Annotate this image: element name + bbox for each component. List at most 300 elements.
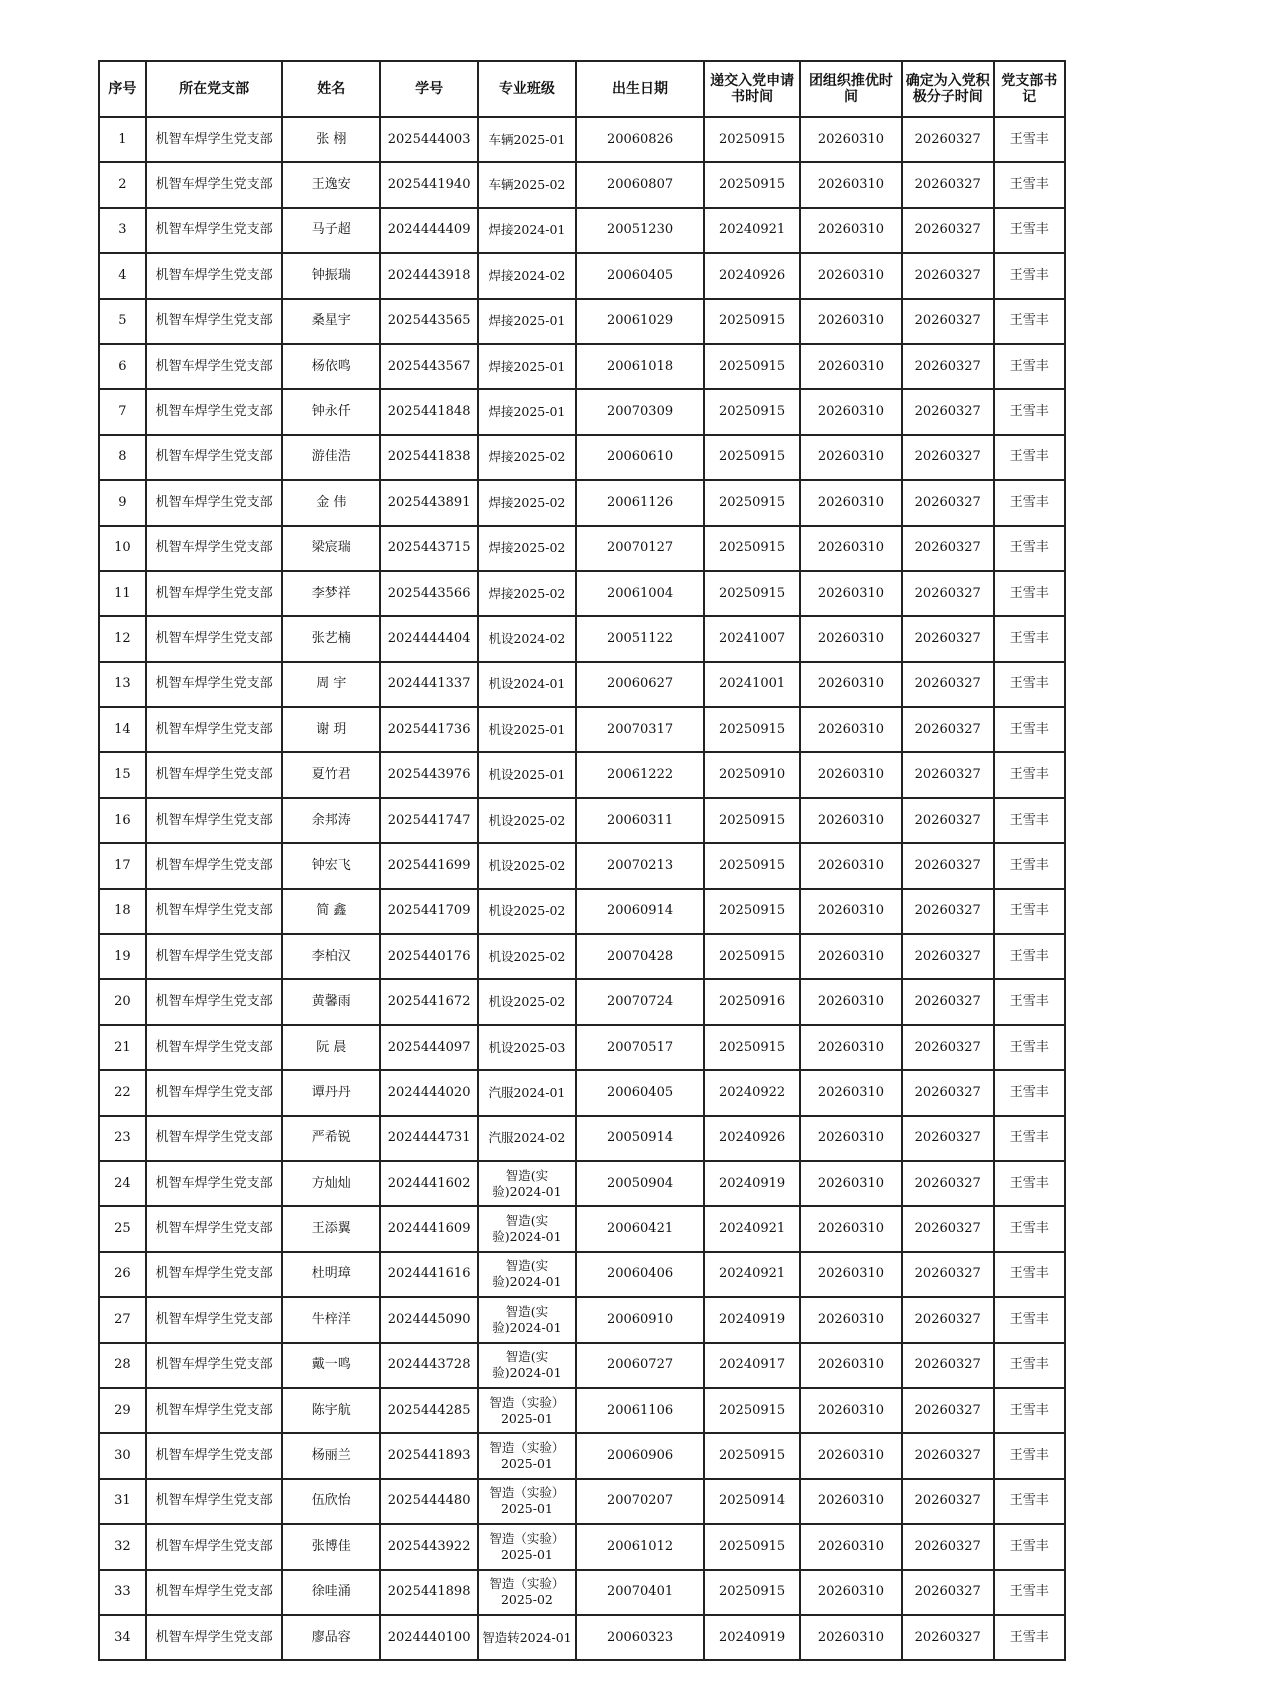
application-date-cell: 20250915 — [704, 798, 800, 843]
activist-date-cell: 20260327 — [902, 117, 994, 162]
student-name-cell: 梁宸瑞 — [282, 526, 380, 571]
activist-date-cell: 20260327 — [902, 1297, 994, 1342]
secretary-name-cell: 王雪丰 — [994, 571, 1065, 616]
student-id-cell: 2025443567 — [380, 344, 478, 389]
birth-date-cell: 20070127 — [576, 526, 704, 571]
birth-date-cell: 20060406 — [576, 1252, 704, 1297]
birth-date-cell: 20050904 — [576, 1161, 704, 1206]
secretary-name-cell: 王雪丰 — [994, 208, 1065, 253]
branch-name-cell: 机智车焊学生党支部 — [146, 571, 283, 616]
branch-name-cell: 机智车焊学生党支部 — [146, 1524, 283, 1569]
row-index-cell: 15 — [99, 752, 146, 797]
student-name-cell: 阮 晨 — [282, 1025, 380, 1070]
table-row — [99, 1479, 1065, 1524]
table-row — [99, 389, 1065, 434]
student-name-cell: 杨依鸣 — [282, 344, 380, 389]
application-date-cell: 20250915 — [704, 435, 800, 480]
activist-date-cell: 20260327 — [902, 1570, 994, 1615]
birth-date-cell: 20060906 — [576, 1433, 704, 1478]
student-id-cell: 2024444020 — [380, 1070, 478, 1115]
student-id-cell: 2025441747 — [380, 798, 478, 843]
table-row — [99, 117, 1065, 162]
branch-name-cell: 机智车焊学生党支部 — [146, 934, 283, 979]
branch-name-cell: 机智车焊学生党支部 — [146, 979, 283, 1024]
secretary-name-cell: 王雪丰 — [994, 117, 1065, 162]
branch-name-cell: 机智车焊学生党支部 — [146, 707, 283, 752]
recommendation-date-cell: 20260310 — [800, 1479, 902, 1524]
branch-name-cell: 机智车焊学生党支部 — [146, 208, 283, 253]
birth-date-cell: 20061222 — [576, 752, 704, 797]
activist-date-cell: 20260327 — [902, 1025, 994, 1070]
birth-date-cell: 20060610 — [576, 435, 704, 480]
student-id-cell: 2024444731 — [380, 1116, 478, 1161]
student-name-cell: 李梦祥 — [282, 571, 380, 616]
activist-date-cell: 20260327 — [902, 480, 994, 525]
class-name-cell: 焊接2025-02 — [478, 526, 576, 571]
application-date-cell: 20250915 — [704, 843, 800, 888]
row-index-cell: 3 — [99, 208, 146, 253]
activist-date-cell: 20260327 — [902, 162, 994, 207]
application-date-cell: 20250915 — [704, 707, 800, 752]
class-name-cell: 智造转2024-01 — [478, 1615, 576, 1660]
recommendation-date-cell: 20260310 — [800, 1025, 902, 1070]
student-id-cell: 2025441893 — [380, 1433, 478, 1478]
application-date-cell: 20250915 — [704, 1524, 800, 1569]
activist-date-cell: 20260327 — [902, 435, 994, 480]
row-index-cell: 33 — [99, 1570, 146, 1615]
row-index-cell: 22 — [99, 1070, 146, 1115]
row-index-cell: 10 — [99, 526, 146, 571]
student-id-cell: 2025444480 — [380, 1479, 478, 1524]
application-date-cell: 20250915 — [704, 117, 800, 162]
activist-date-cell: 20260327 — [902, 208, 994, 253]
application-date-cell: 20240919 — [704, 1615, 800, 1660]
class-name-cell: 焊接2025-01 — [478, 344, 576, 389]
table-row — [99, 1025, 1065, 1070]
student-id-cell: 2024443728 — [380, 1343, 478, 1388]
student-name-cell: 严希锐 — [282, 1116, 380, 1161]
header-cell: 序号 — [99, 61, 146, 117]
secretary-name-cell: 王雪丰 — [994, 1388, 1065, 1433]
activist-date-cell: 20260327 — [902, 1615, 994, 1660]
table-row — [99, 1570, 1065, 1615]
birth-date-cell: 20070517 — [576, 1025, 704, 1070]
recommendation-date-cell: 20260310 — [800, 299, 902, 344]
table-row — [99, 344, 1065, 389]
class-name-cell: 智造（实验）2025-01 — [478, 1433, 576, 1478]
activist-date-cell: 20260327 — [902, 1161, 994, 1206]
secretary-name-cell: 王雪丰 — [994, 1206, 1065, 1251]
table-row — [99, 480, 1065, 525]
application-date-cell: 20241001 — [704, 662, 800, 707]
class-name-cell: 焊接2025-01 — [478, 389, 576, 434]
student-id-cell: 2025443566 — [380, 571, 478, 616]
row-index-cell: 34 — [99, 1615, 146, 1660]
header-cell: 确定为入党积极分子时间 — [902, 61, 994, 117]
row-index-cell: 5 — [99, 299, 146, 344]
activist-date-cell: 20260327 — [902, 253, 994, 298]
student-name-cell: 谢 玥 — [282, 707, 380, 752]
header-cell: 所在党支部 — [146, 61, 283, 117]
class-name-cell: 机设2025-01 — [478, 707, 576, 752]
branch-name-cell: 机智车焊学生党支部 — [146, 1116, 283, 1161]
activist-date-cell: 20260327 — [902, 571, 994, 616]
activist-roster-table — [98, 60, 1066, 1661]
table-row — [99, 1615, 1065, 1660]
recommendation-date-cell: 20260310 — [800, 1524, 902, 1569]
branch-name-cell: 机智车焊学生党支部 — [146, 162, 283, 207]
birth-date-cell: 20061004 — [576, 571, 704, 616]
student-id-cell: 2025443922 — [380, 1524, 478, 1569]
class-name-cell: 智造（实验）2025-01 — [478, 1479, 576, 1524]
branch-name-cell: 机智车焊学生党支部 — [146, 299, 283, 344]
recommendation-date-cell: 20260310 — [800, 979, 902, 1024]
branch-name-cell: 机智车焊学生党支部 — [146, 117, 283, 162]
class-name-cell: 车辆2025-02 — [478, 162, 576, 207]
branch-name-cell: 机智车焊学生党支部 — [146, 662, 283, 707]
table-row — [99, 162, 1065, 207]
student-id-cell: 2025441736 — [380, 707, 478, 752]
row-index-cell: 29 — [99, 1388, 146, 1433]
branch-name-cell: 机智车焊学生党支部 — [146, 1252, 283, 1297]
student-name-cell: 简 鑫 — [282, 889, 380, 934]
activist-date-cell: 20260327 — [902, 752, 994, 797]
table-row — [99, 1524, 1065, 1569]
row-index-cell: 9 — [99, 480, 146, 525]
branch-name-cell: 机智车焊学生党支部 — [146, 752, 283, 797]
branch-name-cell: 机智车焊学生党支部 — [146, 843, 283, 888]
table-row — [99, 1343, 1065, 1388]
student-id-cell: 2024441337 — [380, 662, 478, 707]
student-id-cell: 2025441838 — [380, 435, 478, 480]
secretary-name-cell: 王雪丰 — [994, 162, 1065, 207]
recommendation-date-cell: 20260310 — [800, 1388, 902, 1433]
table-row — [99, 979, 1065, 1024]
recommendation-date-cell: 20260310 — [800, 752, 902, 797]
student-name-cell: 戴一鸣 — [282, 1343, 380, 1388]
table-row — [99, 752, 1065, 797]
secretary-name-cell: 王雪丰 — [994, 253, 1065, 298]
branch-name-cell: 机智车焊学生党支部 — [146, 480, 283, 525]
class-name-cell: 机设2025-02 — [478, 843, 576, 888]
student-id-cell: 2025441848 — [380, 389, 478, 434]
table-row — [99, 1252, 1065, 1297]
secretary-name-cell: 王雪丰 — [994, 707, 1065, 752]
table-row — [99, 889, 1065, 934]
student-id-cell: 2025444097 — [380, 1025, 478, 1070]
row-index-cell: 26 — [99, 1252, 146, 1297]
class-name-cell: 机设2025-02 — [478, 979, 576, 1024]
recommendation-date-cell: 20260310 — [800, 253, 902, 298]
branch-name-cell: 机智车焊学生党支部 — [146, 435, 283, 480]
application-date-cell: 20240921 — [704, 1252, 800, 1297]
secretary-name-cell: 王雪丰 — [994, 889, 1065, 934]
recommendation-date-cell: 20260310 — [800, 798, 902, 843]
class-name-cell: 焊接2024-01 — [478, 208, 576, 253]
table-row — [99, 571, 1065, 616]
application-date-cell: 20250916 — [704, 979, 800, 1024]
student-id-cell: 2025441940 — [380, 162, 478, 207]
class-name-cell: 焊接2024-02 — [478, 253, 576, 298]
student-name-cell: 金 伟 — [282, 480, 380, 525]
class-name-cell: 智造(实验)2024-01 — [478, 1161, 576, 1206]
row-index-cell: 14 — [99, 707, 146, 752]
application-date-cell: 20240919 — [704, 1297, 800, 1342]
student-name-cell: 张博佳 — [282, 1524, 380, 1569]
row-index-cell: 16 — [99, 798, 146, 843]
student-name-cell: 伍欣怡 — [282, 1479, 380, 1524]
application-date-cell: 20250915 — [704, 480, 800, 525]
application-date-cell: 20250914 — [704, 1479, 800, 1524]
header-cell: 团组织推优时间 — [800, 61, 902, 117]
birth-date-cell: 20061029 — [576, 299, 704, 344]
birth-date-cell: 20060627 — [576, 662, 704, 707]
secretary-name-cell: 王雪丰 — [994, 1433, 1065, 1478]
birth-date-cell: 20060405 — [576, 1070, 704, 1115]
secretary-name-cell: 王雪丰 — [994, 299, 1065, 344]
application-date-cell: 20241007 — [704, 616, 800, 661]
application-date-cell: 20250915 — [704, 1388, 800, 1433]
branch-name-cell: 机智车焊学生党支部 — [146, 253, 283, 298]
recommendation-date-cell: 20260310 — [800, 480, 902, 525]
class-name-cell: 汽服2024-02 — [478, 1116, 576, 1161]
student-id-cell: 2025444003 — [380, 117, 478, 162]
application-date-cell: 20250915 — [704, 571, 800, 616]
class-name-cell: 机设2025-02 — [478, 934, 576, 979]
activist-date-cell: 20260327 — [902, 1433, 994, 1478]
class-name-cell: 焊接2025-02 — [478, 435, 576, 480]
birth-date-cell: 20070724 — [576, 979, 704, 1024]
recommendation-date-cell: 20260310 — [800, 616, 902, 661]
student-name-cell: 钟宏飞 — [282, 843, 380, 888]
activist-date-cell: 20260327 — [902, 1479, 994, 1524]
application-date-cell: 20240921 — [704, 208, 800, 253]
birth-date-cell: 20070207 — [576, 1479, 704, 1524]
row-index-cell: 13 — [99, 662, 146, 707]
class-name-cell: 机设2025-02 — [478, 798, 576, 843]
row-index-cell: 23 — [99, 1116, 146, 1161]
birth-date-cell: 20070401 — [576, 1570, 704, 1615]
activist-date-cell: 20260327 — [902, 979, 994, 1024]
birth-date-cell: 20060727 — [576, 1343, 704, 1388]
recommendation-date-cell: 20260310 — [800, 571, 902, 616]
row-index-cell: 12 — [99, 616, 146, 661]
student-id-cell: 2025443891 — [380, 480, 478, 525]
student-name-cell: 张艺楠 — [282, 616, 380, 661]
secretary-name-cell: 王雪丰 — [994, 1615, 1065, 1660]
row-index-cell: 25 — [99, 1206, 146, 1251]
table-row — [99, 1297, 1065, 1342]
branch-name-cell: 机智车焊学生党支部 — [146, 1433, 283, 1478]
application-date-cell: 20250915 — [704, 299, 800, 344]
header-cell: 递交入党申请书时间 — [704, 61, 800, 117]
class-name-cell: 智造(实验)2024-01 — [478, 1252, 576, 1297]
recommendation-date-cell: 20260310 — [800, 526, 902, 571]
application-date-cell: 20250915 — [704, 934, 800, 979]
application-date-cell: 20250915 — [704, 1025, 800, 1070]
birth-date-cell: 20060914 — [576, 889, 704, 934]
table-row — [99, 299, 1065, 344]
secretary-name-cell: 王雪丰 — [994, 934, 1065, 979]
application-date-cell: 20240926 — [704, 253, 800, 298]
recommendation-date-cell: 20260310 — [800, 707, 902, 752]
application-date-cell: 20250915 — [704, 389, 800, 434]
recommendation-date-cell: 20260310 — [800, 1433, 902, 1478]
activist-date-cell: 20260327 — [902, 526, 994, 571]
birth-date-cell: 20060826 — [576, 117, 704, 162]
secretary-name-cell: 王雪丰 — [994, 1116, 1065, 1161]
student-name-cell: 桑星宇 — [282, 299, 380, 344]
student-name-cell: 廖品容 — [282, 1615, 380, 1660]
recommendation-date-cell: 20260310 — [800, 1116, 902, 1161]
branch-name-cell: 机智车焊学生党支部 — [146, 1206, 283, 1251]
branch-name-cell: 机智车焊学生党支部 — [146, 616, 283, 661]
activist-date-cell: 20260327 — [902, 1343, 994, 1388]
class-name-cell: 机设2025-02 — [478, 889, 576, 934]
row-index-cell: 18 — [99, 889, 146, 934]
student-id-cell: 2025443976 — [380, 752, 478, 797]
activist-date-cell: 20260327 — [902, 1252, 994, 1297]
secretary-name-cell: 王雪丰 — [994, 662, 1065, 707]
application-date-cell: 20250915 — [704, 162, 800, 207]
table-row — [99, 662, 1065, 707]
branch-name-cell: 机智车焊学生党支部 — [146, 1297, 283, 1342]
table-row — [99, 707, 1065, 752]
table-row — [99, 843, 1065, 888]
table-row — [99, 934, 1065, 979]
branch-name-cell: 机智车焊学生党支部 — [146, 889, 283, 934]
recommendation-date-cell: 20260310 — [800, 889, 902, 934]
recommendation-date-cell: 20260310 — [800, 389, 902, 434]
application-date-cell: 20250915 — [704, 889, 800, 934]
student-name-cell: 游佳浩 — [282, 435, 380, 480]
birth-date-cell: 20060323 — [576, 1615, 704, 1660]
application-date-cell: 20250910 — [704, 752, 800, 797]
table-row — [99, 1433, 1065, 1478]
row-index-cell: 6 — [99, 344, 146, 389]
row-index-cell: 19 — [99, 934, 146, 979]
application-date-cell: 20250915 — [704, 1433, 800, 1478]
branch-name-cell: 机智车焊学生党支部 — [146, 1615, 283, 1660]
secretary-name-cell: 王雪丰 — [994, 979, 1065, 1024]
branch-name-cell: 机智车焊学生党支部 — [146, 389, 283, 434]
secretary-name-cell: 王雪丰 — [994, 1161, 1065, 1206]
branch-name-cell: 机智车焊学生党支部 — [146, 1070, 283, 1115]
student-id-cell: 2024445090 — [380, 1297, 478, 1342]
class-name-cell: 汽服2024-01 — [478, 1070, 576, 1115]
student-id-cell: 2025441699 — [380, 843, 478, 888]
class-name-cell: 焊接2025-02 — [478, 480, 576, 525]
recommendation-date-cell: 20260310 — [800, 1297, 902, 1342]
student-name-cell: 徐哇涌 — [282, 1570, 380, 1615]
recommendation-date-cell: 20260310 — [800, 662, 902, 707]
secretary-name-cell: 王雪丰 — [994, 1252, 1065, 1297]
birth-date-cell: 20060807 — [576, 162, 704, 207]
table-row — [99, 798, 1065, 843]
secretary-name-cell: 王雪丰 — [994, 1025, 1065, 1070]
recommendation-date-cell: 20260310 — [800, 1161, 902, 1206]
row-index-cell: 31 — [99, 1479, 146, 1524]
recommendation-date-cell: 20260310 — [800, 435, 902, 480]
row-index-cell: 28 — [99, 1343, 146, 1388]
activist-date-cell: 20260327 — [902, 1206, 994, 1251]
student-name-cell: 杜明璋 — [282, 1252, 380, 1297]
activist-date-cell: 20260327 — [902, 1070, 994, 1115]
activist-date-cell: 20260327 — [902, 1524, 994, 1569]
student-name-cell: 李柏汉 — [282, 934, 380, 979]
row-index-cell: 1 — [99, 117, 146, 162]
secretary-name-cell: 王雪丰 — [994, 1070, 1065, 1115]
recommendation-date-cell: 20260310 — [800, 208, 902, 253]
secretary-name-cell: 王雪丰 — [994, 1297, 1065, 1342]
activist-date-cell: 20260327 — [902, 616, 994, 661]
row-index-cell: 17 — [99, 843, 146, 888]
activist-date-cell: 20260327 — [902, 707, 994, 752]
activist-date-cell: 20260327 — [902, 1116, 994, 1161]
student-id-cell: 2024444409 — [380, 208, 478, 253]
activist-date-cell: 20260327 — [902, 798, 994, 843]
secretary-name-cell: 王雪丰 — [994, 1343, 1065, 1388]
activist-date-cell: 20260327 — [902, 662, 994, 707]
student-name-cell: 余邦涛 — [282, 798, 380, 843]
student-id-cell: 2024444404 — [380, 616, 478, 661]
recommendation-date-cell: 20260310 — [800, 1070, 902, 1115]
activist-date-cell: 20260327 — [902, 1388, 994, 1433]
activist-date-cell: 20260327 — [902, 934, 994, 979]
activist-date-cell: 20260327 — [902, 344, 994, 389]
table-row — [99, 1161, 1065, 1206]
class-name-cell: 焊接2025-02 — [478, 571, 576, 616]
header-cell: 姓名 — [282, 61, 380, 117]
recommendation-date-cell: 20260310 — [800, 162, 902, 207]
branch-name-cell: 机智车焊学生党支部 — [146, 1343, 283, 1388]
student-id-cell: 2024441609 — [380, 1206, 478, 1251]
secretary-name-cell: 王雪丰 — [994, 435, 1065, 480]
birth-date-cell: 20061018 — [576, 344, 704, 389]
student-name-cell: 黄馨雨 — [282, 979, 380, 1024]
student-id-cell: 2025441709 — [380, 889, 478, 934]
student-id-cell: 2025443715 — [380, 526, 478, 571]
row-index-cell: 30 — [99, 1433, 146, 1478]
birth-date-cell: 20061012 — [576, 1524, 704, 1569]
table-row — [99, 1206, 1065, 1251]
table-row — [99, 208, 1065, 253]
recommendation-date-cell: 20260310 — [800, 117, 902, 162]
class-name-cell: 机设2024-01 — [478, 662, 576, 707]
student-id-cell: 2025444285 — [380, 1388, 478, 1433]
class-name-cell: 机设2025-01 — [478, 752, 576, 797]
birth-date-cell: 20060910 — [576, 1297, 704, 1342]
activist-date-cell: 20260327 — [902, 299, 994, 344]
secretary-name-cell: 王雪丰 — [994, 1570, 1065, 1615]
table-row — [99, 526, 1065, 571]
class-name-cell: 智造（实验）2025-01 — [478, 1524, 576, 1569]
class-name-cell: 智造（实验）2025-02 — [478, 1570, 576, 1615]
class-name-cell: 智造(实验)2024-01 — [478, 1343, 576, 1388]
activist-date-cell: 20260327 — [902, 843, 994, 888]
birth-date-cell: 20070213 — [576, 843, 704, 888]
student-name-cell: 钟永仟 — [282, 389, 380, 434]
row-index-cell: 7 — [99, 389, 146, 434]
student-name-cell: 张 栩 — [282, 117, 380, 162]
table-row — [99, 435, 1065, 480]
table-row — [99, 1388, 1065, 1433]
row-index-cell: 2 — [99, 162, 146, 207]
branch-name-cell: 机智车焊学生党支部 — [146, 1161, 283, 1206]
class-name-cell: 智造(实验)2024-01 — [478, 1297, 576, 1342]
student-name-cell: 周 宇 — [282, 662, 380, 707]
student-id-cell: 2024443918 — [380, 253, 478, 298]
